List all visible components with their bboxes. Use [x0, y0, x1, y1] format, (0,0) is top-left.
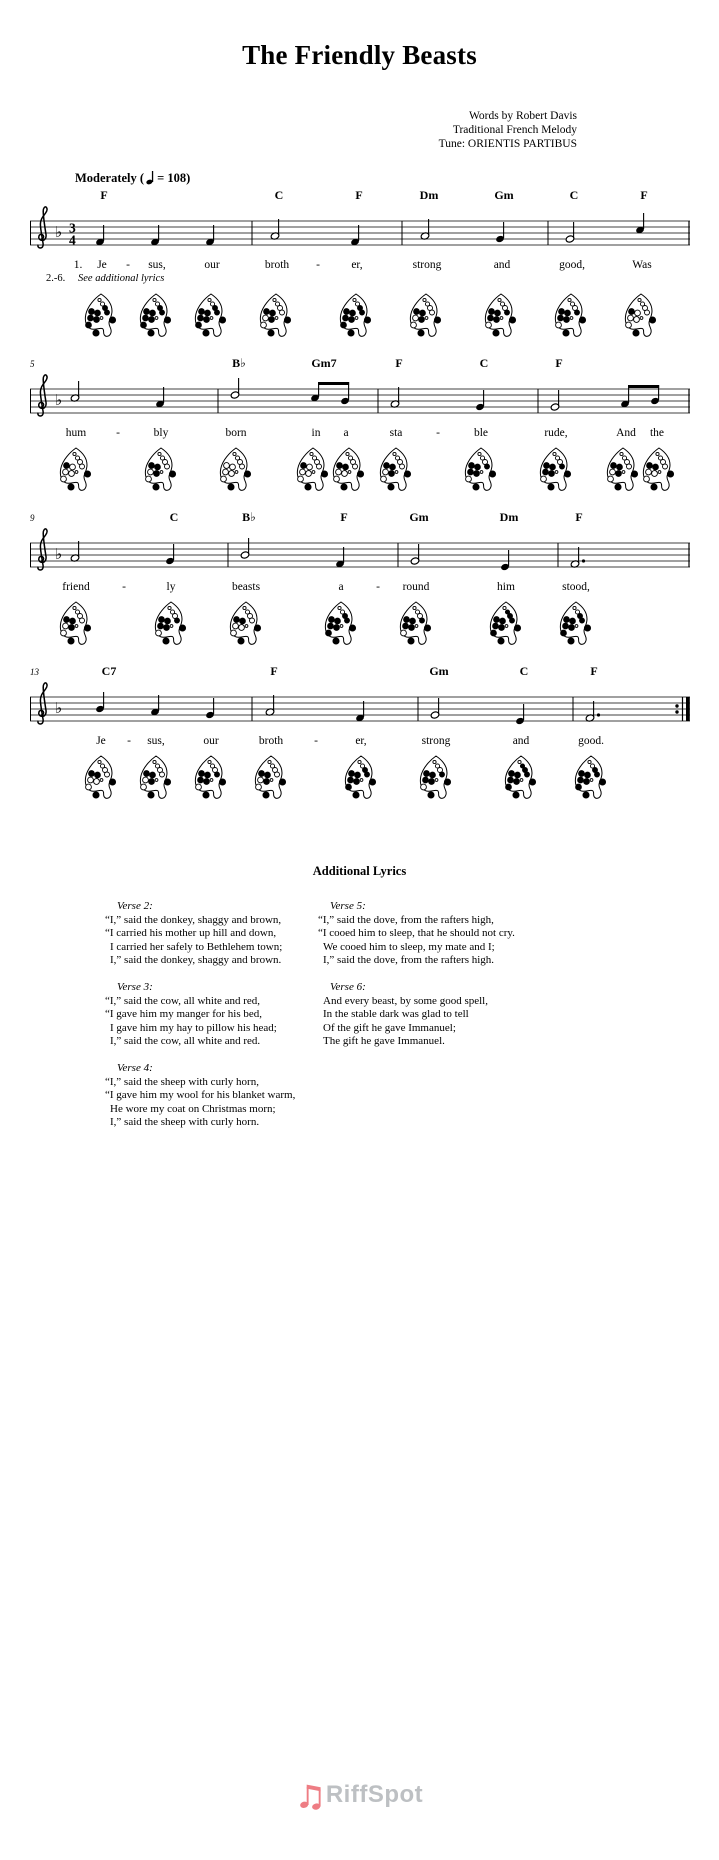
lyric-syllable: round: [402, 581, 430, 593]
lyric-syllable: -: [126, 259, 130, 271]
verse-label: Verse 5:: [330, 900, 366, 912]
see-additional-lyrics-note: [30, 273, 692, 287]
note-C5: [635, 213, 645, 234]
ocarina-fingering-diagram: [216, 446, 254, 496]
ocarina-tab-row: [30, 600, 692, 654]
note-A4: [155, 387, 165, 408]
key-signature-flat-icon: ♭: [55, 391, 63, 409]
lyric-syllable: bly: [153, 427, 169, 439]
verse-block: [105, 900, 295, 968]
verse-block: [318, 981, 515, 1049]
chord-label: Gm7: [311, 356, 337, 370]
verse-line: And every beast, by some good spell,: [323, 994, 488, 1007]
verse-block: [105, 981, 295, 1049]
note-F4: [350, 225, 360, 246]
additional-lyrics-heading: Additional Lyrics: [312, 864, 407, 878]
chord-label: Gm: [409, 510, 429, 524]
staff-system: [30, 664, 692, 808]
ocarina-fingering-diagram: [141, 446, 179, 496]
chord-row: [30, 664, 692, 679]
note-F4: [335, 547, 345, 568]
lyric-syllable: -: [122, 581, 126, 593]
time-signature-numerator: 3: [69, 220, 76, 236]
staff-system-4: [30, 679, 692, 735]
verse-line: I,” said the dove, from the rafters high.: [323, 954, 495, 967]
treble-clef-icon: [38, 529, 47, 570]
ocarina-fingering-diagram: [151, 600, 189, 650]
staff-system: [30, 188, 692, 346]
note-G4: [410, 544, 420, 565]
chord-label: F: [395, 356, 403, 370]
ocarina-fingering-diagram: [136, 292, 174, 342]
lyric-syllable: ly: [166, 581, 176, 593]
ocarina-fingering-diagram: [81, 292, 119, 342]
note-F4: [205, 225, 215, 246]
verse-line: I,” said the donkey, shaggy and brown.: [110, 954, 282, 967]
chord-row: [30, 510, 692, 525]
note-G4: [205, 698, 215, 719]
note-Bb4: [95, 692, 105, 713]
note-G4: [430, 698, 440, 719]
lyric-syllable: er,: [355, 735, 367, 747]
lyric-syllable: Je: [97, 259, 107, 271]
treble-clef-icon: [38, 683, 47, 724]
credit-words: Words by Robert Davis: [469, 110, 577, 122]
chord-label: C: [274, 188, 284, 202]
score-systems: [30, 188, 692, 818]
verse-label: Verse 2:: [117, 900, 153, 912]
brand-name: RiffSpot: [325, 1781, 424, 1808]
lyric-syllable: good,: [559, 259, 585, 271]
note-F4: [150, 225, 160, 246]
lyric-syllable: broth: [264, 259, 290, 271]
verse-label: Verse 4:: [117, 1061, 153, 1074]
chord-label: C: [519, 664, 529, 678]
lyric-syllable: strong: [412, 259, 442, 271]
ocarina-fingering-diagram: [56, 446, 94, 496]
ocarina-fingering-diagram: [256, 292, 294, 342]
note-A4: [70, 541, 80, 562]
lyric-syllable: a: [343, 427, 349, 439]
ocarina-fingering-diagram: [341, 754, 379, 804]
ocarina-fingering-diagram: [406, 292, 444, 342]
lyric-syllable: stood,: [562, 581, 590, 593]
chord-label: B♭: [242, 510, 256, 524]
ocarina-fingering-diagram: [136, 754, 174, 804]
ocarina-fingering-diagram: [226, 600, 264, 650]
verse-line: “I,” said the dove, from the rafters high,: [318, 913, 494, 926]
ocarina-fingering-diagram: [551, 292, 589, 342]
lyric-syllable: ble: [473, 427, 489, 439]
lyric-syllable: -: [127, 735, 131, 747]
tempo-prefix: Moderately (: [75, 171, 145, 185]
lyric-row: [30, 581, 692, 595]
lyric-syllable: born: [225, 427, 247, 439]
music-note-icon: [296, 1780, 322, 1810]
staff-system: [30, 510, 692, 654]
note-E4: [515, 704, 525, 725]
ocarina-fingering-diagram: [481, 292, 519, 342]
chord-row: [30, 356, 692, 371]
ocarina-fingering-diagram: [321, 600, 359, 650]
lyric-syllable: Was: [632, 259, 652, 271]
lyric-syllable: our: [203, 735, 219, 747]
lyric-syllable: in: [311, 427, 321, 439]
ocarina-tab-row: [30, 754, 692, 808]
lyric-syllable: broth: [258, 735, 284, 747]
lyric-row: [30, 427, 692, 441]
ocarina-fingering-diagram: [336, 292, 374, 342]
staff-system: [30, 356, 692, 500]
ocarina-fingering-diagram: [501, 754, 539, 804]
ocarina-fingering-diagram: [376, 446, 414, 496]
chord-label: C: [169, 510, 179, 524]
note-G4: [495, 222, 505, 243]
key-signature-flat-icon: ♭: [55, 223, 63, 241]
treble-clef-icon: [38, 207, 47, 248]
note-E4: [500, 550, 510, 571]
ocarina-fingering-diagram: [56, 600, 94, 650]
credits-block: [439, 110, 577, 151]
chord-label: B♭: [232, 356, 246, 370]
note-Bb4: [240, 538, 250, 559]
lyric-syllable: friend: [62, 581, 90, 593]
key-signature-flat-icon: ♭: [55, 699, 63, 717]
verse-line: He wore my coat on Christmas morn;: [110, 1102, 276, 1115]
chord-label: C: [479, 356, 489, 370]
chord-label: F: [555, 356, 563, 370]
ocarina-fingering-diagram: [536, 446, 574, 496]
ocarina-fingering-diagram: [571, 754, 609, 804]
measure-number: 13: [30, 667, 39, 677]
lyric-syllable: and: [512, 735, 530, 747]
lyric-syllable: -: [436, 427, 440, 439]
chord-label: Dm: [419, 188, 439, 202]
ocarina-fingering-diagram: [461, 446, 499, 496]
note-F4: [355, 701, 365, 722]
ocarina-fingering-diagram: [191, 292, 229, 342]
lyric-syllable: a: [338, 581, 344, 593]
ocarina-fingering-diagram: [396, 600, 434, 650]
verse-line: The gift he gave Immanuel.: [323, 1035, 445, 1048]
measure-number: 5: [30, 359, 35, 369]
ocarina-fingering-diagram: [486, 600, 524, 650]
see-additional-lyrics-text: See additional lyrics: [78, 273, 165, 284]
lyric-syllable: sus,: [147, 735, 165, 747]
verse-line: “I gave him my wool for his blanket warm,: [105, 1089, 296, 1102]
verse-line: “I carried his mother up hill and down,: [105, 927, 277, 940]
lyric-syllable: And: [616, 427, 636, 439]
staff-system-2: [30, 371, 692, 427]
verse-line: We cooed him to sleep, my mate and I;: [323, 940, 495, 953]
staff-system-3: [30, 525, 692, 581]
verse-line: Of the gift he gave Immanuel;: [323, 1021, 456, 1034]
note-A4: [150, 695, 160, 716]
ocarina-fingering-diagram: [191, 754, 229, 804]
lyric-row: [30, 735, 692, 749]
chord-label: C7: [101, 664, 117, 678]
verse-line: “I cooed him to sleep, that he should not cry.: [318, 927, 515, 940]
credit-melody: Traditional French Melody: [452, 123, 577, 136]
verse-line: I carried her safely to Bethlehem town;: [110, 940, 283, 953]
note-G4: [475, 390, 485, 411]
lyric-syllable: sta: [389, 427, 403, 439]
note-G4: [550, 390, 560, 411]
verse-line: I gave him my hay to pillow his head;: [110, 1021, 277, 1034]
note-A4: [270, 219, 280, 240]
chord-row: [30, 188, 692, 203]
verse-line: “I,” said the cow, all white and red,: [105, 994, 261, 1007]
measure-number: 9: [30, 513, 35, 523]
chord-label: F: [575, 510, 583, 524]
note-G4: [165, 544, 175, 565]
verse-line: I,” said the cow, all white and red.: [110, 1035, 261, 1048]
verse-line: In the stable dark was glad to tell: [323, 1008, 469, 1021]
lyric-syllable: -: [376, 581, 380, 593]
lyric-syllable: the: [649, 427, 665, 439]
note-A4: [420, 219, 430, 240]
ocarina-fingering-diagram: [416, 754, 454, 804]
ocarina-fingering-diagram: [329, 446, 367, 496]
lyric-syllable: rude,: [544, 427, 568, 439]
chord-label: F: [640, 188, 648, 202]
chord-label: F: [270, 664, 278, 678]
chord-label: F: [100, 188, 108, 202]
lyric-syllable: sus,: [148, 259, 166, 271]
time-signature-denominator: 4: [69, 232, 76, 248]
note-A4: [265, 695, 275, 716]
ocarina-fingering-diagram: [251, 754, 289, 804]
page-title: The Friendly Beasts: [242, 40, 477, 70]
note-G4: [565, 222, 575, 243]
ocarina-fingering-diagram: [556, 600, 594, 650]
note-A4: [620, 385, 630, 408]
note-D5: [230, 378, 240, 399]
ocarina-fingering-diagram: [603, 446, 641, 496]
quarter-note-icon: [146, 169, 155, 185]
lyric-row: [30, 259, 692, 273]
note-C5: [70, 381, 80, 402]
note-F4: [570, 547, 585, 568]
lyric-syllable: good.: [578, 735, 604, 747]
chord-label: Gm: [429, 664, 449, 678]
verse-line: “I,” said the sheep with curly horn,: [105, 1075, 259, 1088]
ocarina-fingering-diagram: [639, 446, 677, 496]
lyric-syllable: -: [116, 427, 120, 439]
verse-label: Verse 3:: [117, 980, 153, 993]
ocarina-fingering-diagram: [293, 446, 331, 496]
verse-range-label: 2.-6.: [46, 273, 66, 284]
note-F4: [585, 701, 600, 722]
ocarina-fingering-diagram: [81, 754, 119, 804]
chord-label: F: [355, 188, 363, 202]
verse-line: “I gave him my manger for his bed,: [105, 1008, 263, 1021]
lyric-syllable: 1.: [73, 259, 83, 271]
note-A4: [390, 387, 400, 408]
lyric-syllable: and: [493, 259, 511, 271]
chord-label: C: [569, 188, 579, 202]
brand-footer[interactable]: [0, 1780, 719, 1810]
verse-block: [318, 900, 515, 968]
credit-tune: Tune: ORIENTIS PARTIBUS: [438, 137, 577, 150]
note-C5: [310, 382, 320, 402]
note-Bb4: [340, 382, 350, 405]
verse-line: “I,” said the donkey, shaggy and brown,: [105, 913, 282, 926]
chord-label: Gm: [494, 188, 514, 202]
treble-clef-icon: [38, 375, 47, 416]
lyric-syllable: Je: [96, 735, 106, 747]
lyric-syllable: him: [497, 581, 515, 593]
chord-label: Dm: [499, 510, 519, 524]
chord-label: F: [340, 510, 348, 524]
verse-label: Verse 6:: [330, 980, 366, 993]
lyric-syllable: -: [316, 259, 320, 271]
tempo-suffix: = 108): [157, 171, 191, 185]
key-signature-flat-icon: ♭: [55, 545, 63, 563]
additional-lyrics-column-right: [318, 900, 515, 1062]
lyric-syllable: hum: [65, 427, 87, 439]
ocarina-tab-row: [30, 292, 692, 346]
additional-lyrics-column-left: [105, 900, 295, 1143]
chord-label: F: [590, 664, 598, 678]
verse-line: I,” said the sheep with curly horn.: [110, 1116, 260, 1129]
ocarina-fingering-diagram: [621, 292, 659, 342]
lyric-syllable: our: [204, 259, 220, 271]
tempo-marking: [75, 169, 190, 186]
staff-system-1: [30, 203, 692, 259]
lyric-syllable: strong: [421, 735, 451, 747]
verse-block: [105, 1062, 295, 1130]
ocarina-tab-row: [30, 446, 692, 500]
lyric-syllable: -: [314, 735, 318, 747]
lyric-syllable: er,: [351, 259, 363, 271]
note-F4: [95, 225, 105, 246]
lyric-syllable: beasts: [231, 581, 261, 593]
